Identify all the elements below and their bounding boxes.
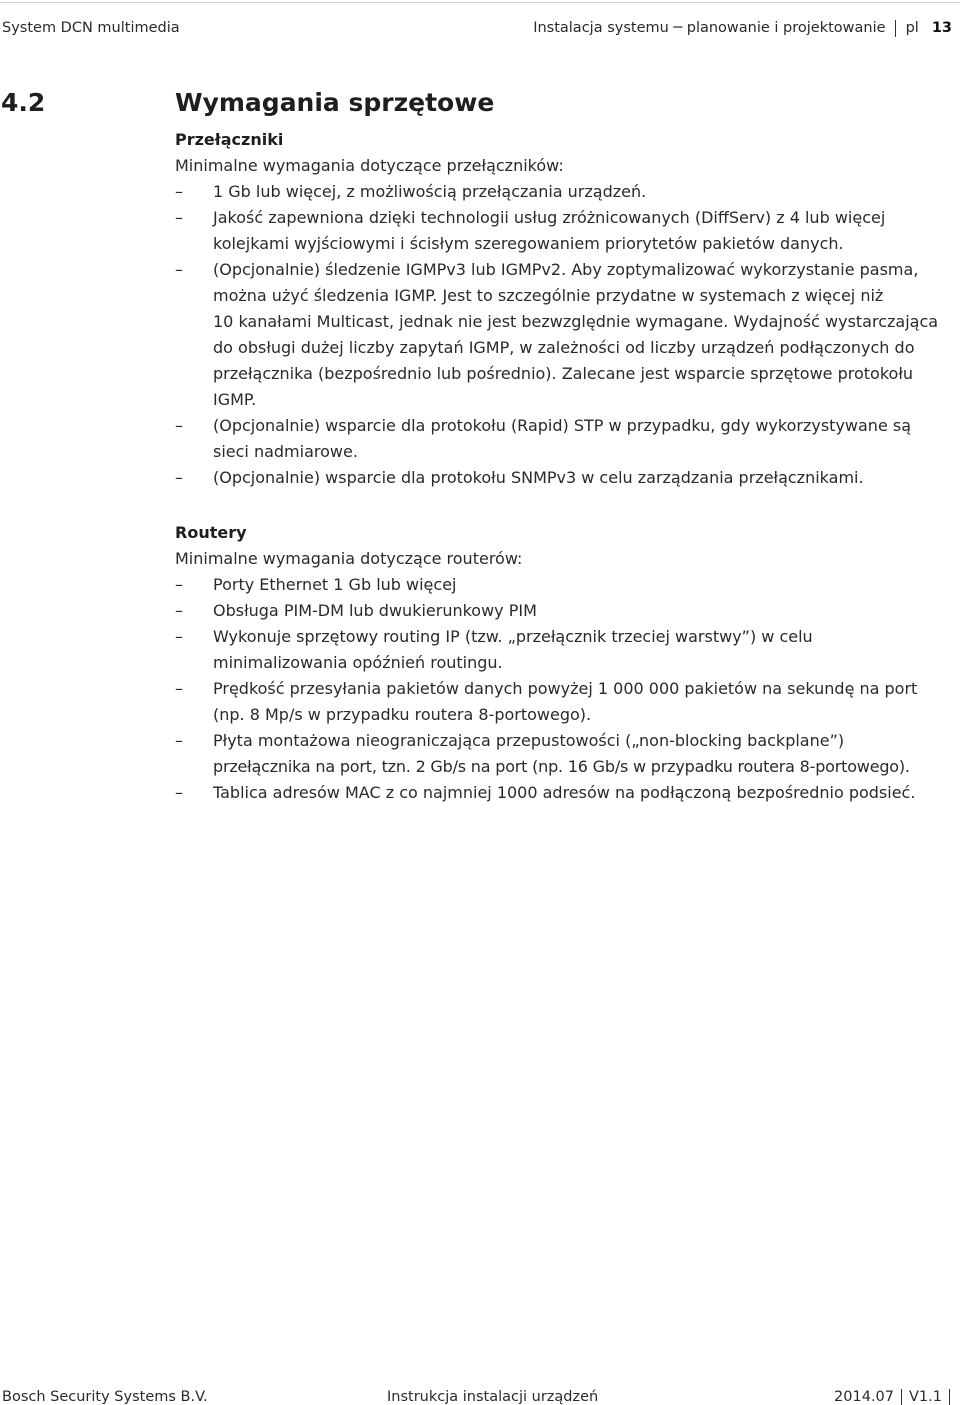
list-item-line: IGMP.	[213, 390, 257, 409]
list-item-line: przełącznika (bezpośrednio lub pośrednio). Zalecane jest wsparcie sprzętowe protokołu	[213, 364, 914, 383]
footer-separator-end	[949, 1389, 950, 1405]
switches-section	[175, 127, 960, 491]
list-item-line: Tablica adresów MAC z co najmniej 1000 adresów na podłączoną bezpośrednio podsieć.	[213, 783, 916, 802]
list-item-line: Porty Ethernet 1 Gb lub więcej	[213, 575, 457, 594]
list-item-line: Płyta montażowa nieograniczająca przepustowości („non-blocking backplane”)	[213, 731, 845, 750]
bullet-dash: –	[175, 601, 183, 620]
list-item-line: (Opcjonalnie) wsparcie dla protokołu SNMPv3 w celu zarządzania przełącznikami.	[213, 468, 864, 487]
list-item	[175, 572, 960, 598]
list-item	[175, 728, 960, 780]
list-item	[175, 780, 960, 806]
bullet-dash: –	[175, 731, 183, 750]
footer-company: Bosch Security Systems B.V.	[2, 1389, 208, 1405]
routers-section	[175, 520, 960, 806]
bullet-dash: –	[175, 182, 183, 201]
list-item-line: sieci nadmiarowe.	[213, 442, 358, 461]
list-item-line: przełącznika na port, tzn. 2 Gb/s na port (np. 16 Gb/s w przypadku routera 8-portowego).	[213, 757, 910, 776]
bullet-dash: –	[175, 468, 183, 487]
switches-intro: Minimalne wymagania dotyczące przełączników:	[175, 156, 564, 175]
switches-list	[175, 179, 960, 491]
list-item-line: 10 kanałami Multicast, jednak nie jest bezwzględnie wymagane. Wydajność wystarczająca	[213, 312, 939, 331]
list-item	[175, 413, 960, 465]
routers-intro: Minimalne wymagania dotyczące routerów:	[175, 549, 523, 568]
bullet-dash: –	[175, 627, 183, 646]
list-item	[175, 465, 960, 491]
footer-document: Instrukcja instalacji urządzeń	[387, 1389, 599, 1405]
header-chapter: Instalacja systemu ─ planowanie i projektowanie	[533, 20, 886, 36]
list-item	[175, 598, 960, 624]
list-item-line: (np. 8 Mp/s w przypadku routera 8-portowego).	[213, 705, 592, 724]
list-item-line: Wykonuje sprzętowy routing IP (tzw. „przełącznik trzeciej warstwy”) w celu	[213, 627, 813, 646]
footer-date: 2014.07	[834, 1389, 895, 1405]
list-item-line: 1 Gb lub więcej, z możliwością przełączania urządzeń.	[213, 182, 647, 201]
list-item-line: Jakość zapewniona dzięki technologii usług zróżnicowanych (DiffServ) z 4 lub więcej	[213, 208, 886, 227]
header-separator	[895, 20, 896, 37]
section-number: 4.2	[1, 88, 46, 117]
routers-heading: Routery	[175, 523, 247, 542]
footer-version: V1.1	[909, 1389, 942, 1405]
header-rule	[0, 2, 960, 3]
list-item-line: można użyć śledzenia IGMP. Jest to szczególnie przydatne w systemach z więcej niż	[213, 286, 884, 305]
list-item-line: kolejkami wyjściowymi i ścisłym szeregowaniem priorytetów pakietów danych.	[213, 234, 844, 253]
bullet-dash: –	[175, 208, 183, 227]
list-item-line: (Opcjonalnie) wsparcie dla protokołu (Rapid) STP w przypadku, gdy wykorzystywane są	[213, 416, 912, 435]
bullet-dash: –	[175, 783, 183, 802]
list-item-line: Obsługa PIM-DM lub dwukierunkowy PIM	[213, 601, 537, 620]
list-item	[175, 676, 960, 728]
list-item-line: Prędkość przesyłania pakietów danych powyżej 1 000 000 pakietów na sekundę na port	[213, 679, 918, 698]
list-item	[175, 624, 960, 676]
list-item-line: (Opcjonalnie) śledzenie IGMPv3 lub IGMPv2. Aby zoptymalizować wykorzystanie pasma,	[213, 260, 919, 279]
header-page-number: 13	[931, 20, 952, 36]
bullet-dash: –	[175, 679, 183, 698]
list-item	[175, 179, 960, 205]
bullet-dash: –	[175, 575, 183, 594]
list-item	[175, 257, 960, 413]
routers-list	[175, 572, 960, 806]
list-item-line: minimalizowania opóźnień routingu.	[213, 653, 503, 672]
footer-separator	[901, 1389, 902, 1405]
header-lang: pl	[905, 20, 919, 36]
section-title: Wymagania sprzętowe	[175, 88, 495, 117]
list-item	[175, 205, 960, 257]
bullet-dash: –	[175, 260, 183, 279]
header-right	[533, 19, 952, 37]
footer-right	[834, 1389, 957, 1405]
bullet-dash: –	[175, 416, 183, 435]
header-product: System DCN multimedia	[2, 20, 180, 36]
list-item-line: do obsługi dużej liczby zapytań IGMP, w zależności od liczby urządzeń podłączonych do	[213, 338, 915, 357]
switches-heading: Przełączniki	[175, 130, 284, 149]
